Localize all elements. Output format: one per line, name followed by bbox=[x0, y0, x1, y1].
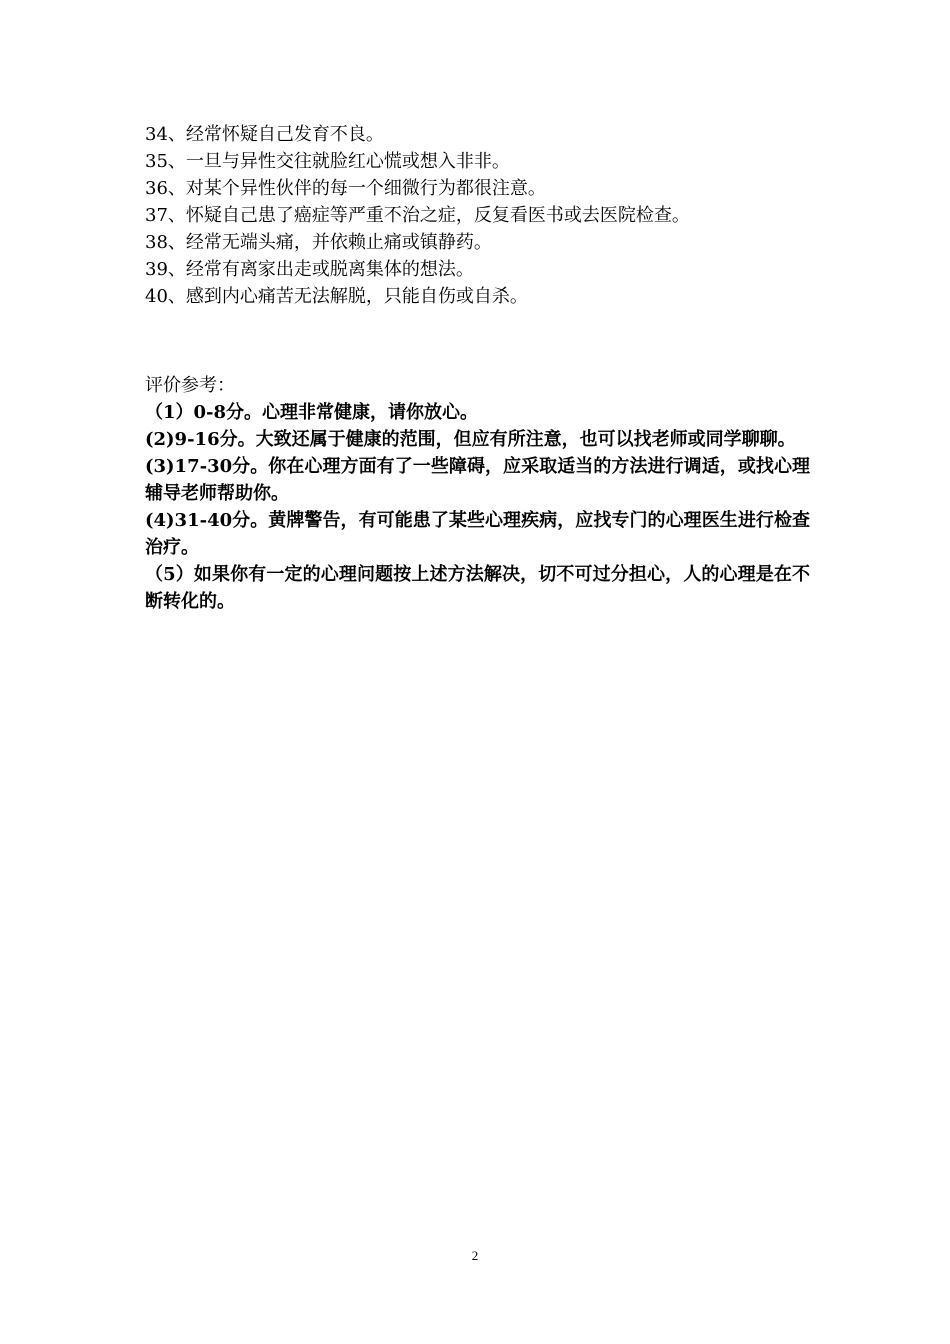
question-item: 37、怀疑自己患了癌症等严重不治之症，反复看医书或去医院检查。 bbox=[145, 205, 690, 226]
question-item: 38、经常无端头痛，并依赖止痛或镇静药。 bbox=[145, 232, 492, 253]
evaluation-item: (4)31-40分。黄牌警告，有可能患了某些心理疾病，应找专门的心理医生进行检查治疗。 bbox=[145, 510, 810, 558]
question-list bbox=[145, 121, 825, 310]
question-item: 39、经常有离家出走或脱离集体的想法。 bbox=[145, 259, 474, 280]
page-number: 2 bbox=[471, 1248, 479, 1263]
evaluation-item: （1）0-8分。心理非常健康，请你放心。 bbox=[145, 402, 479, 423]
question-item: 34、经常怀疑自己发育不良。 bbox=[145, 124, 384, 145]
evaluation-section bbox=[145, 372, 810, 615]
evaluation-item: （5）如果你有一定的心理问题按上述方法解决，切不可过分担心，人的心理是在不断转化的。 bbox=[145, 564, 810, 612]
evaluation-heading: 评价参考： bbox=[145, 375, 235, 396]
question-item: 36、对某个异性伙伴的每一个细微行为都很注意。 bbox=[145, 178, 546, 199]
question-item: 35、一旦与异性交往就脸红心慌或想入非非。 bbox=[145, 151, 510, 172]
question-item: 40、感到内心痛苦无法解脱，只能自伤或自杀。 bbox=[145, 286, 528, 307]
evaluation-item: (2)9-16分。大致还属于健康的范围，但应有所注意，也可以找老师或同学聊聊。 bbox=[145, 429, 796, 450]
evaluation-item: (3)17-30分。你在心理方面有了一些障碍，应采取适当的方法进行调适，或找心理辅导老师帮助你。 bbox=[145, 456, 810, 504]
